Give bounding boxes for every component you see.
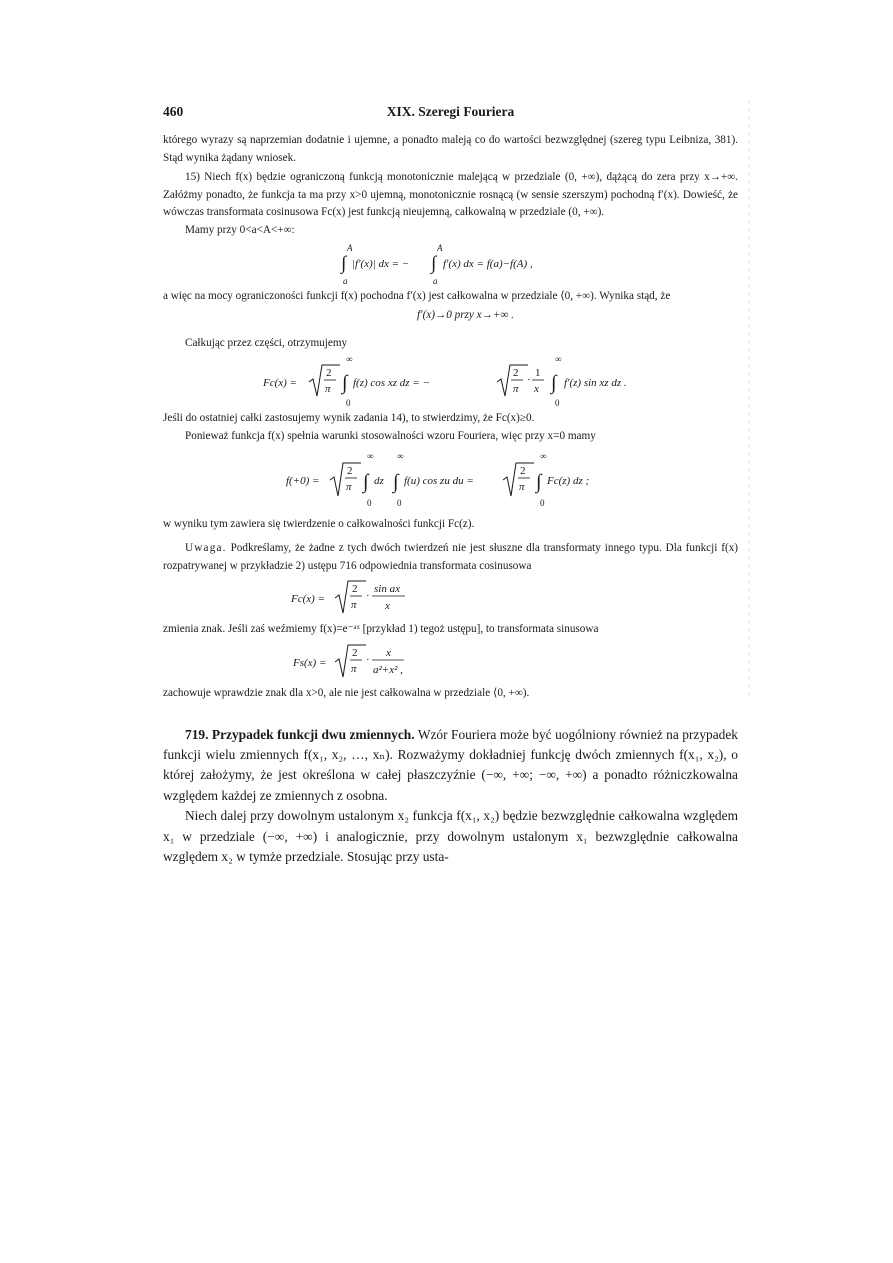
upper-infinity: ∞ [346,354,353,365]
fc-example-lhs: Fc(x) = [291,593,325,606]
svg-text:∫: ∫ [536,470,542,493]
section-719-paragraph-1 [163,725,738,807]
remark-paragraph [163,540,738,575]
svg-text:∞: ∞ [367,450,374,461]
f0-end: Fc(z) dz ; [547,474,590,487]
equation-limit: f′(x)→0 przy x→+∞ . [417,309,514,322]
example-15-integrable: a więc na mocy ograniczoności funkcji f(x) pochodna f′(x) jest całkowalna w przedziale ⟨0, +∞). Wynika stąd, że [163,289,671,302]
svg-text:∫: ∫ [363,470,369,493]
page-number: 460 [163,104,184,119]
svg-text:2: 2 [352,583,358,596]
book-page [163,104,738,867]
sin-numerator: sin ax [374,583,400,596]
remark-sign-change: zmienia znak. Jeśli zaś weźmiemy f(x)=e⁻ᵃˣ [przykład 1) tegoż ustępu], to transformata sinusowa [163,623,599,636]
svg-text:0: 0 [555,398,560,409]
remark-final: zachowuje wprawdzie znak dla x>0, ale nie jest całkowalna w przedziale ⟨0, +∞). [163,686,530,699]
example-15-setup: Mamy przy 0<a<A<+∞: [185,223,295,236]
svg-text:0: 0 [397,497,402,508]
svg-text:∫: ∫ [393,470,399,493]
page-header [163,104,738,126]
fs-integrand: f′(z) sin xz dz . [564,377,627,390]
svg-text:π: π [351,599,357,612]
svg-text:2: 2 [513,367,519,380]
fc-integrand: f(z) cos xz dz = − [353,377,430,390]
svg-text:0: 0 [367,497,372,508]
svg-text:π: π [513,383,519,396]
integrand-result: f′(x) dx = f(a)−f(A) , [443,257,533,270]
integral-upper-limit: A [347,242,353,253]
integral-upper-limit-2: A [437,242,443,253]
scan-edge-line [748,100,750,700]
svg-text:π: π [346,480,352,493]
equation-integral-derivative [163,240,738,288]
integral-sign-3: ∫ [342,372,348,395]
remark-text: Podkreślamy, że żadne z tych dwóch twierdzeń nie jest słuszne dla transformaty innego typu. Dla funkcji f(x) rozpatrywanej w przykładzie 2) ustępu 716 odpowiednia transformata cosinusowa [163,542,739,572]
svg-text:·: · [527,374,531,387]
svg-text:∞: ∞ [540,450,547,461]
integrand-abs: |f′(x)| dx = − [352,257,410,270]
svg-text:2: 2 [347,464,353,477]
svg-text:π: π [519,480,525,493]
example-15-conclusion: w wyniku tym zawiera się twierdzenie o całkowalności funkcji Fc(z). [163,517,475,530]
rational-numerator: x [386,646,391,659]
integral-sign-4: ∫ [551,372,557,395]
chapter-title: XIX. Szeregi Fouriera [386,104,515,119]
frac-one: 1 [535,367,541,380]
integral-sign: ∫ [341,252,347,274]
equation-cosine-example [163,575,738,621]
svg-text:·: · [366,590,370,603]
section-719-paragraph-2: Niech dalej przy dowolnym ustalonym x₂ funkcja f(x₁, x₂) będzie bezwzględnie całkowalna względem x₁ w przedziale (−∞, +∞) i analogicznie, przy dowolnym ustalonym x₁ bezwzględnie całkowalna względem x₂ w tymże przedziale. Stosując przy usta- [163,808,738,864]
example-15-statement: 15) Niech f(x) będzie ograniczoną funkcją monotonicznie malejącą w przedziale (0, +∞), dążącą do zera przy x→+∞. Załóżmy ponadto, że funkcja ta ma przy x>0 ujemną, monotonicznie rosnącą (w sensie szerszym) pochodną f′(x). Dowieść, że wówczas transformata cosinusowa Fc(x) jest funkcją nieujemną, całkowalną w przedziale (0, +∞). [163,171,738,219]
equation-cosine-transform [163,352,738,410]
section-719 [163,725,738,868]
svg-text:2: 2 [352,646,358,659]
remark-label: Uwaga. [185,542,227,555]
fc-lhs: Fc(x) = [263,377,297,390]
equation-fourier-zero [163,446,738,516]
f0-lhs: f(+0) = [286,474,320,487]
svg-text:0: 0 [540,497,545,508]
paragraph-leibniz: którego wyrazy są naprzemian dodatnie i ujemne, a ponadto maleją co do wartości bezwzględnej (szereg typu Leibniza, 381). Stąd wynika żądany wniosek. [163,134,738,164]
integral-lower-limit: a [343,275,348,286]
svg-text:∞: ∞ [555,354,562,365]
sqrt-den: π [325,383,331,396]
section-719-title: 719. Przypadek funkcji dwu zmiennych. [185,726,415,742]
example-15-parts: Całkując przez części, otrzymujemy [185,336,348,349]
svg-text:2: 2 [520,464,526,477]
svg-text:∞: ∞ [397,450,404,461]
example-15-sign: Jeśli do ostatniej całki zastosujemy wynik zadania 14), to stwierdzimy, że Fc(x)≥0. [163,412,535,425]
sqrt-num: 2 [326,367,332,380]
lower-zero: 0 [346,398,351,409]
equation-sine-example [163,639,738,685]
section-719-text-1: Wzór Fouriera może być uogólniony również na przypadek funkcji wielu zmiennych f(x₁, x₂, …, xₙ). Rozważymy dokładniej funkcję dwóch zmiennych f(x₁, x₂), o której założymy, że jest określona w całej płaszczyźnie (−∞, +∞; −∞, +∞) a ponadto różniczkowalna względem każdej ze zmiennych z osobna. [163,726,738,803]
fs-example-lhs: Fs(x) = [293,656,327,669]
f0-inner: f(u) cos zu du = [404,474,474,487]
frac-x: x [534,383,539,396]
integral-sign-2: ∫ [431,252,437,274]
svg-text:·: · [366,653,370,666]
example-15-fourier: Ponieważ funkcja f(x) spełnia warunki stosowalności wzoru Fouriera, więc przy x=0 mamy [185,429,596,442]
sin-denominator: x [385,600,390,613]
svg-text:π: π [351,662,357,675]
dz-outer: dz [374,474,384,487]
rational-denominator: a²+x² , [373,663,403,676]
integral-lower-limit-2: a [433,275,438,286]
